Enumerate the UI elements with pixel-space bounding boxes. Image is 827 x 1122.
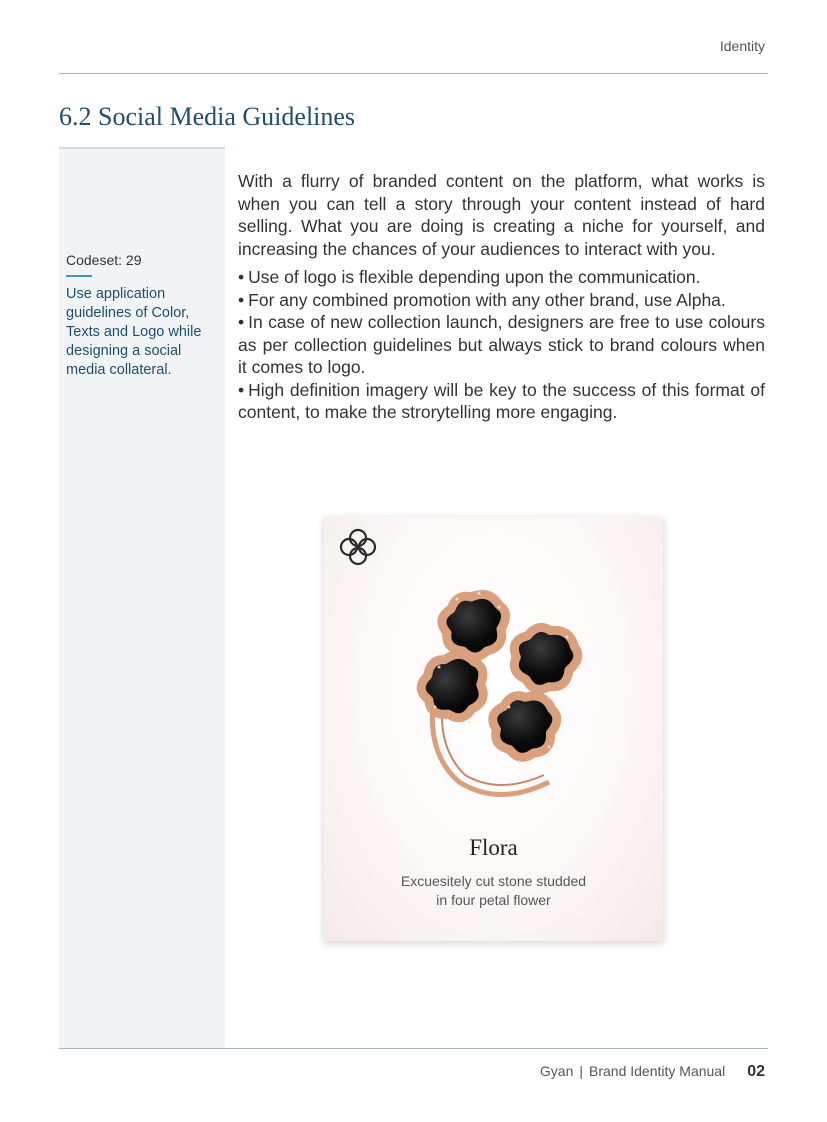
page-footer: [540, 1063, 765, 1081]
body-content: [238, 170, 765, 424]
list-item: • For any combined promotion with any other brand, use Alpha.: [238, 289, 726, 310]
social-post-sample-card: [324, 517, 663, 941]
page-number: 02: [747, 1063, 765, 1080]
sidebar-panel: [59, 147, 225, 1048]
header-section-label: Identity: [719, 38, 765, 54]
product-subtitle: Excuesitely cut stone studded in four petal flower: [400, 873, 587, 908]
header-divider: [59, 73, 768, 74]
footer-brand: Gyan: [539, 1063, 574, 1079]
quatrefoil-logo-icon: [338, 527, 378, 567]
page-title: 6.2 Social Media Guidelines: [59, 102, 356, 131]
list-item: • High definition imagery will be key to the success of this format of content, to make the strorytelling more engaging.: [238, 379, 765, 422]
guideline-list: [238, 266, 765, 424]
footer-separator: |: [579, 1063, 583, 1079]
codeset-label: Codeset: 29: [66, 252, 142, 268]
sidebar-divider: [59, 147, 225, 149]
sidebar-note: Use application guidelines of Color, Texts and Logo while designing a social media collateral.: [66, 286, 202, 378]
product-title: Flora: [469, 835, 518, 860]
list-item: • Use of logo is flexible depending upon the communication.: [238, 267, 701, 287]
footer-doc-title: Brand Identity Manual: [589, 1063, 726, 1079]
footer-divider: [59, 1048, 768, 1049]
flower-ring-image: [399, 577, 599, 812]
intro-paragraph: With a flurry of branded content on the platform, what works is when you can tell a story through your content instead of hard selling. What you are doing is creating a niche for yourself, and increasing the chances of your audiences to interact with you.: [238, 171, 765, 259]
list-item: • In case of new collection launch, designers are free to use colours as per collection guidelines but always stick to brand colours when it comes to logo.: [238, 312, 765, 377]
codeset-accent-line: [66, 275, 92, 277]
